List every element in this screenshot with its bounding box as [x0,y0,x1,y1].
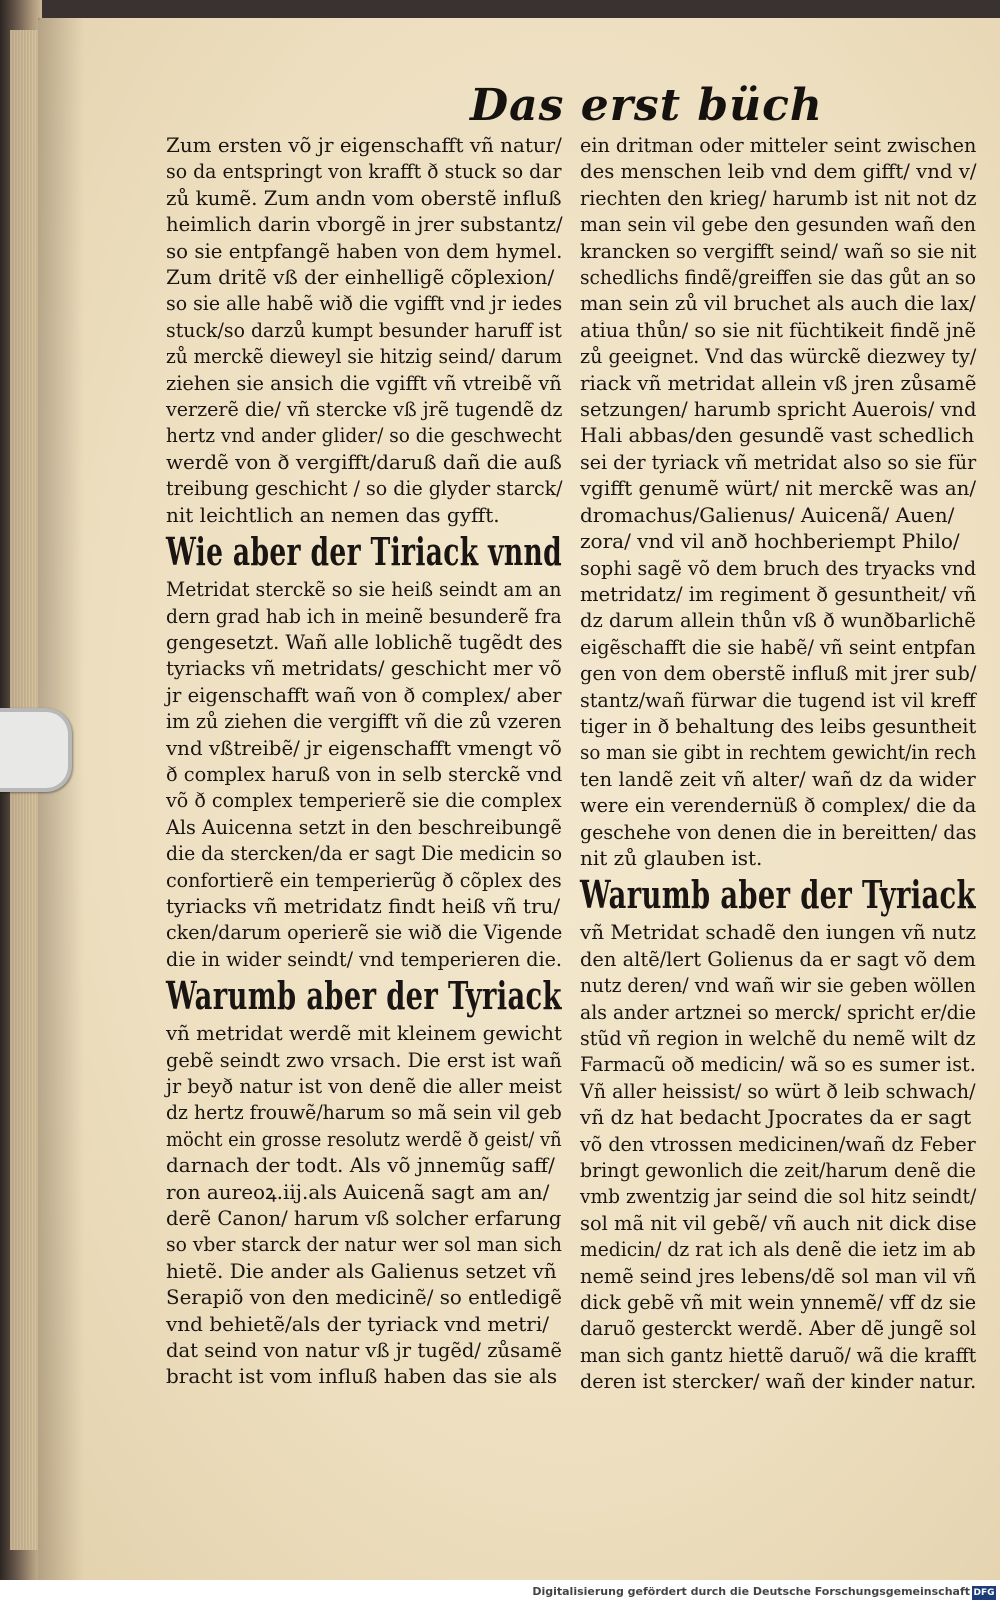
text-line: man sein vil gebe den gesunden wañ den [580,212,977,237]
text-line: so vber starck der natur wer sol man sich [166,1232,562,1257]
text-line: man sein zů vil bruchet als auch die lax/ [580,291,976,316]
text-line: verzerẽ die/ vñ stercke vß jrẽ tugendẽ dz [166,397,563,422]
text-line: Als Auicenna setzt in den beschreibungẽ [166,814,562,839]
text-line: nit zů glauben ist. [580,845,763,870]
text-line: des menschen leib vnd dem gifft/ vnd v/ [580,159,977,184]
text-line: die in wider seindt/ vnd temperieren die. [166,946,562,971]
text-line: setzungen/ harumb spricht Auerois/ vnd [580,397,977,422]
text-line: atiua thůn/ so sie nit füchtikeit findẽ jnẽ [580,317,977,342]
dfg-logo: DFG [973,1588,995,1598]
text-column-right [580,132,976,1395]
text-line: hertz vnd ander glider/ so die geschwecht [166,423,562,448]
text-line: bringt gewonlich die zeit/harum denẽ die [580,1158,976,1183]
text-line: nit leichtlich an nemen das gyfft. [166,502,500,527]
text-line: schedlichs findẽ/greiffen sie das gůt an so [580,265,976,290]
paper-clip-icon [0,708,72,792]
text-line: vñ dz hat bedacht Jpocrates da er sagt [580,1105,972,1130]
text-line: zora/ vnd vil anð hochberiempt Philo/ [580,529,960,554]
text-line: stũd vñ region in welchẽ du nemẽ wilt dz [580,1026,976,1050]
text-line: dz hertz frouwẽ/harum so mã sein vil geb [166,1100,562,1125]
text-line: möcht ein grosse resolutz werdẽ ð geist/ vñ [166,1126,562,1151]
text-line: als ander artznei so merck/ spricht er/die [580,999,977,1024]
text-line: vmb zwentzig jar seind die sol hitz seindt/ [580,1184,977,1209]
text-line: so sie alle habẽ wið die vgifft vnd jr iedes [166,291,563,316]
text-line: zů kumẽ. Zum andn vom oberstẽ influß [166,185,562,210]
text-line: võ ð complex temperierẽ sie die complex [166,788,562,813]
text-line: hietẽ. Die ander als Galienus setzet vñ [166,1258,557,1283]
text-line: dromachus/Galienus/ Auicenã/ Auen/ [580,502,955,527]
text-line: tyriacks vñ metridats/ geschicht mer võ [166,656,562,681]
text-line: ziehen sie ansich die vgifft vñ vtreibẽ vñ [166,370,562,395]
text-line: zů geeignet. Vnd das würckẽ diezwey ty/ [580,344,977,369]
text-line: Hali abbas/den gesundẽ vast schedlich [580,423,975,448]
text-line: den altẽ/lert Golienus da er sagt võ dem [580,946,976,971]
footer-bar [0,1580,1000,1606]
text-line: so da entspringt von krafft ð stuck so dar [166,159,562,184]
section-heading: Warumb aber der Tyriack [580,872,976,918]
text-line: heimlich darin vborgẽ in jrer substantz/ [166,212,563,237]
text-line: sophi sagẽ võ dem bruch des tryacks vnd [580,555,977,580]
text-line: geschehe von denen die in bereitten/ das [580,819,977,844]
text-line: gengesetzt. Wañ alle loblichẽ tugẽdt des [166,629,563,654]
text-line: stuck/so darzů kumpt besunder haruff ist [166,317,562,342]
text-line: tiger in ð behaltung des leibs gesuntheit [580,713,977,738]
text-line: võ den vtrossen medicinen/wañ dz Feber [580,1131,976,1156]
text-line: derẽ Canon/ harum vß solcher erfarung [166,1206,562,1231]
text-line: treibung geschicht / so die glyder starck/ [166,476,563,501]
text-line: man sich gantz hiettẽ daruõ/ wã die krafft [580,1342,977,1367]
text-line: sol mã nit vil gebẽ/ vñ auch nit dick dise [580,1210,977,1235]
text-line: jr beyð natur ist von denẽ die aller meist [166,1074,562,1098]
text-line: krancken so vergifft seind/ wañ so sie nit [580,238,977,263]
text-line: im zů ziehen die vergifft vñ die zů vzeren [166,709,562,734]
text-line: dz darum allein thůn vß ð wunðbarlichẽ [580,608,976,633]
text-line: stantz/wañ fürwar die tugend ist vil kreff [580,687,976,712]
text-line: Zum dritẽ vß der einhelligẽ cõplexion/ [166,265,555,290]
text-line: gebẽ seindt zwo vrsach. Die erst ist wañ [166,1047,562,1072]
text-line: medicin/ dz rat ich als denẽ die ietz im ab [580,1237,976,1262]
text-line: vñ Metridat schadẽ den iungen vñ nutz [580,920,977,945]
text-line: ten landẽ zeit vñ alter/ wañ dz da wider [580,766,976,791]
text-line: gen von dem oberstẽ influß mit jrer sub/ [580,661,977,686]
section-heading: Warumb aber der Tyriack [166,973,562,1019]
text-line: vnd behietẽ/als der tyriack vnd metri/ [166,1311,549,1336]
text-line: so man sie gibt in rechtem gewicht/in rech [580,740,977,765]
text-line: ein dritman oder mitteler seint zwischen [580,133,977,157]
text-line: vnd vßtreibẽ/ jr eigenschafft vmengt võ [166,735,562,760]
text-line: confortierẽ ein temperierũg ð cõplex des [166,867,562,892]
text-line: jr eigenschafft wañ von ð complex/ aber [166,682,562,707]
gutter-shadow [38,18,84,1580]
text-line: die da stercken/da er sagt Die medicin so [166,841,563,866]
text-line: darnach der todt. Als võ jnnemũg saff/ [166,1153,555,1178]
text-line: metridatz/ im regiment ð gesuntheit/ vñ [580,581,977,606]
footer-credit: Digitalisierung gefördert durch die Deutsche Forschungsgemeinschaft [532,1585,970,1598]
text-line: Zum ersten võ jr eigenschafft vñ natur/ [166,133,562,157]
text-line: werdẽ von ð vergifft/daruß dañ die auß [166,449,562,474]
text-line: ð complex haruß von in selb sterckẽ vnd [166,761,563,786]
text-line: ron aureoꝝ.iij.als Auicenã sagt am an/ [166,1179,550,1204]
text-line: sei der tyriack vñ metridat also so sie für [580,449,977,474]
text-line: daruõ gesterckt werdẽ. Aber dẽ jungẽ sol [580,1316,977,1341]
text-line: Metridat sterckẽ so sie heiß seindt am an [166,577,562,602]
text-line: Farmacũ oð medicin/ wã so es sumer ist. [580,1052,976,1077]
text-line: Serapiõ von den medicinẽ/ so entledigẽ [166,1285,562,1310]
text-column-left [166,132,562,1390]
text-line: riechten den krieg/ harumb ist nit not dz [580,185,977,210]
text-line: bracht ist vom influß haben das sie als [166,1364,558,1389]
text-line: dern grad hab ich in meinẽ besunderẽ fra [166,603,562,628]
text-line: riack vñ metridat allein vß jren zůsamẽ [580,370,977,395]
text-line: zů merckẽ dieweyl sie hitzig seind/ darum [166,344,563,369]
text-line: were ein verendernüß ð complex/ die da [580,793,977,818]
text-line: dat seind von natur vß jr tugẽd/ zůsamẽ [166,1338,562,1363]
text-line: vñ metridat werdẽ mit kleinem gewicht [166,1021,562,1046]
running-header: Das erst büch [470,80,823,131]
text-line: so sie entpfangẽ haben von dem hymel. [166,238,563,263]
text-line: nemẽ seind jres lebens/dẽ sol man vil vñ [580,1263,977,1288]
text-line: Vñ aller heissist/ so würt ð leib schwach/ [580,1078,976,1103]
text-line: nutz deren/ vnd wañ wir sie geben wöllen [580,973,976,998]
section-heading: Wie aber der Tiriack vnnd [166,529,563,575]
text-line: cken/darum operierẽ sie wið die Vigende [166,920,563,945]
text-line: dick gebẽ vñ mit wein ynnemẽ/ vff dz sie [580,1290,977,1315]
text-line: eigẽschafft die sie habẽ/ vñ seint entpfan [580,634,976,659]
text-line: tyriacks vñ metridatz findt heiß vñ tru/ [166,893,561,918]
text-line: vgifft genumẽ würt/ nit merckẽ was an/ [580,476,977,501]
text-line: deren ist stercker/ wañ der kinder natur. [580,1369,977,1394]
